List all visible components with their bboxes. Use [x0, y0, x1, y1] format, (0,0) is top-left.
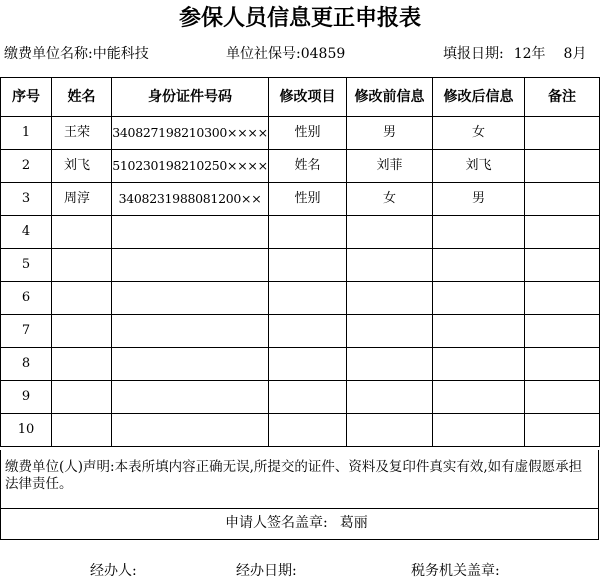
name-cell [52, 249, 112, 282]
modify-item-cell [269, 216, 347, 249]
id-number-cell: 510230198210250×××× [112, 150, 269, 183]
table-row [1, 414, 600, 447]
signature-value: 葛丽 [339, 515, 368, 531]
id-number-cell [112, 348, 269, 381]
header-cell: 修改后信息 [433, 78, 525, 117]
remark-cell [525, 381, 600, 414]
id-number-cell [112, 381, 269, 414]
row-number-cell: 5 [1, 249, 52, 282]
modify-item-cell: 性别 [269, 117, 347, 150]
name-cell: 周淳 [52, 183, 112, 216]
tax-seal-label: 税务机关盖章: [411, 563, 500, 579]
fill-date-year: 12年 [513, 46, 546, 62]
id-number-cell [112, 216, 269, 249]
name-cell [52, 414, 112, 447]
after-info-cell [433, 414, 525, 447]
after-info-cell: 男 [433, 183, 525, 216]
header-cell: 身份证件号码 [112, 78, 269, 117]
remark-cell [525, 348, 600, 381]
after-info-cell [433, 348, 525, 381]
signature-box [0, 508, 599, 540]
before-info-cell: 男 [347, 117, 433, 150]
row-number-cell: 1 [1, 117, 52, 150]
signature-line [225, 513, 368, 533]
row-number-cell: 10 [1, 414, 52, 447]
before-info-cell [347, 348, 433, 381]
table-row [1, 381, 600, 414]
table-row [1, 216, 600, 249]
before-info-cell [347, 249, 433, 282]
id-number-cell [112, 414, 269, 447]
id-number-cell [112, 282, 269, 315]
before-info-cell [347, 381, 433, 414]
name-cell [52, 282, 112, 315]
table-row [1, 117, 600, 150]
modify-item-cell [269, 249, 347, 282]
after-info-cell [433, 216, 525, 249]
social-security-code-label: 单位社保号: [226, 46, 301, 62]
modify-item-cell [269, 414, 347, 447]
id-number-cell: 340827198210300×××× [112, 117, 269, 150]
id-number-cell [112, 249, 269, 282]
header-cell: 修改前信息 [347, 78, 433, 117]
before-info-cell [347, 282, 433, 315]
before-info-cell: 刘菲 [347, 150, 433, 183]
row-number-cell: 4 [1, 216, 52, 249]
header-cell: 备注 [525, 78, 600, 117]
modify-item-cell: 性别 [269, 183, 347, 216]
header-cell: 序号 [1, 78, 52, 117]
remark-cell [525, 249, 600, 282]
before-info-cell [347, 216, 433, 249]
handle-date-label: 经办日期: [236, 563, 297, 579]
table-row [1, 183, 600, 216]
table-row [1, 249, 600, 282]
name-cell [52, 315, 112, 348]
table-row [1, 348, 600, 381]
before-info-cell [347, 414, 433, 447]
table-header-row [1, 78, 600, 117]
name-cell: 王荣 [52, 117, 112, 150]
declaration-box [0, 450, 599, 509]
remark-cell [525, 282, 600, 315]
after-info-cell [433, 249, 525, 282]
table-row [1, 282, 600, 315]
fill-date-month: 8月 [563, 46, 587, 62]
after-info-cell [433, 381, 525, 414]
name-cell: 刘飞 [52, 150, 112, 183]
modify-item-cell [269, 315, 347, 348]
table-row [1, 150, 600, 183]
before-info-cell: 女 [347, 183, 433, 216]
social-security-code-value: 04859 [300, 46, 346, 62]
name-cell [52, 348, 112, 381]
handler-label: 经办人: [90, 563, 137, 579]
modify-item-cell [269, 348, 347, 381]
fill-date-field [443, 44, 586, 64]
unit-name-label: 缴费单位名称: [4, 46, 93, 62]
table-row [1, 315, 600, 348]
signature-label: 申请人签名盖章: [225, 515, 328, 531]
modify-item-cell [269, 381, 347, 414]
id-number-cell: 3408231988081200×× [112, 183, 269, 216]
row-number-cell: 8 [1, 348, 52, 381]
unit-name-value: 中能科技 [92, 46, 149, 62]
remark-cell [525, 150, 600, 183]
social-security-code-field [226, 44, 345, 64]
row-number-cell: 2 [1, 150, 52, 183]
after-info-cell: 女 [433, 117, 525, 150]
remark-cell [525, 216, 600, 249]
name-cell [52, 216, 112, 249]
correction-table [0, 77, 600, 447]
header-cell: 修改项目 [269, 78, 347, 117]
row-number-cell: 3 [1, 183, 52, 216]
remark-cell [525, 183, 600, 216]
modify-item-cell: 姓名 [269, 150, 347, 183]
declaration-text: 缴费单位(人)声明:本表所填内容正确无误,所提交的证件、资料及复印件真实有效,如有虚假愿承担法律责任。 [5, 459, 583, 492]
id-number-cell [112, 315, 269, 348]
header-cell: 姓名 [52, 78, 112, 117]
after-info-cell [433, 282, 525, 315]
remark-cell [525, 315, 600, 348]
form-title: 参保人员信息更正申报表 [178, 6, 421, 31]
before-info-cell [347, 315, 433, 348]
remark-cell [525, 117, 600, 150]
remark-cell [525, 414, 600, 447]
row-number-cell: 7 [1, 315, 52, 348]
fill-date-label: 填报日期: [443, 46, 504, 62]
after-info-cell: 刘飞 [433, 150, 525, 183]
name-cell [52, 381, 112, 414]
row-number-cell: 6 [1, 282, 52, 315]
after-info-cell [433, 315, 525, 348]
unit-name-field [4, 44, 149, 64]
modify-item-cell [269, 282, 347, 315]
row-number-cell: 9 [1, 381, 52, 414]
